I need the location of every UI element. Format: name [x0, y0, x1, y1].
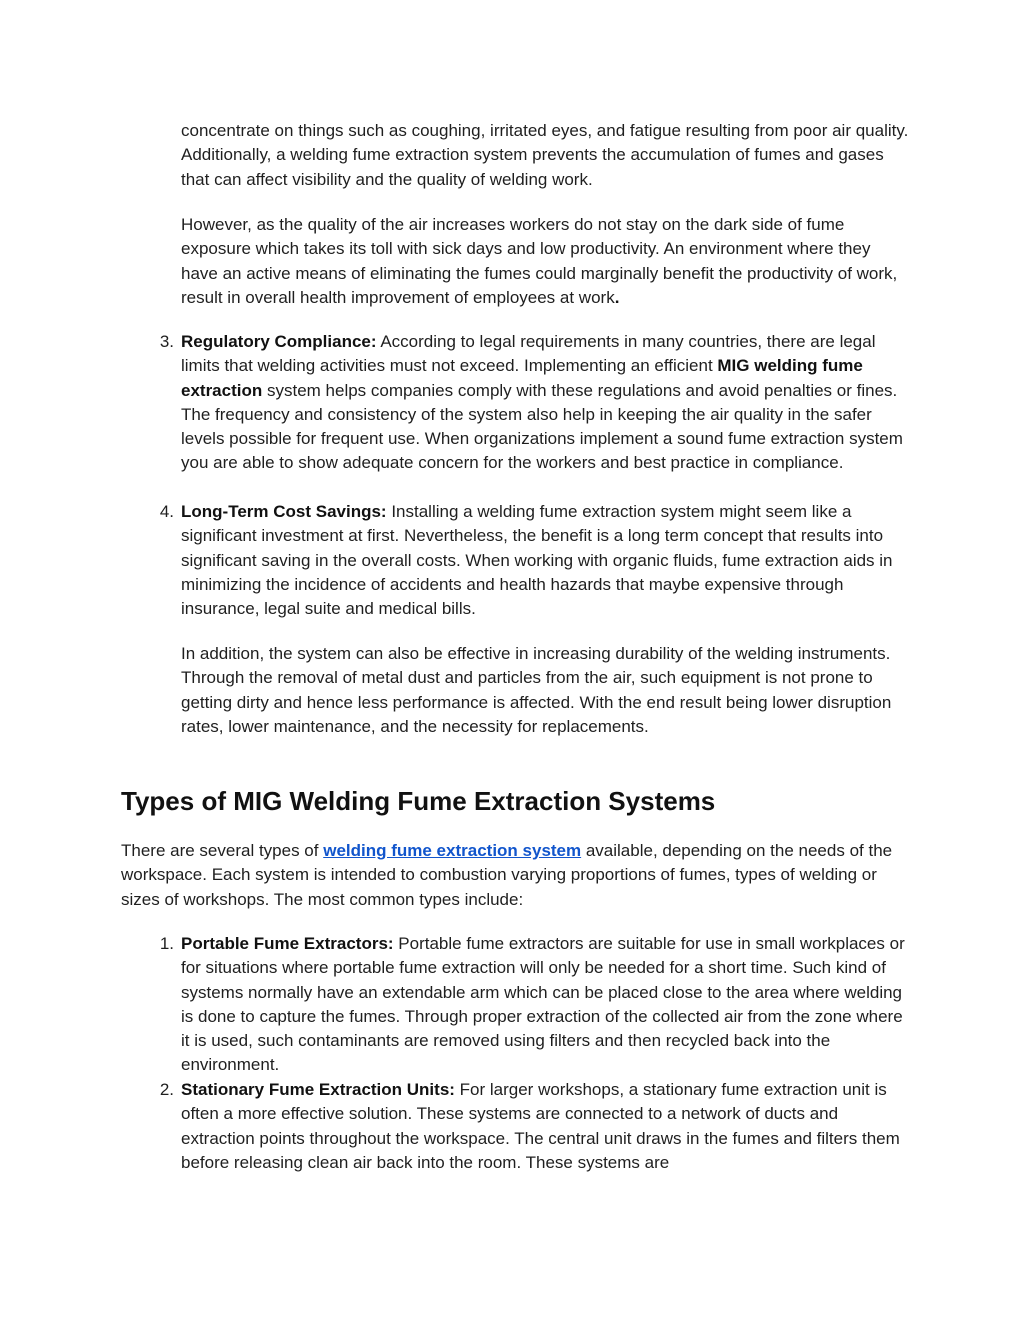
- list-item-portable-extractors: [159, 932, 909, 1078]
- paragraph-durability: [181, 642, 909, 739]
- list-item-cost-savings: [159, 500, 909, 621]
- list-number: 3.: [159, 332, 174, 351]
- list-number: 4.: [159, 502, 174, 521]
- paragraph-text: available, depending on the needs of the workspace. Each system is intended to combustion varying proportions of fumes, types of welding or sizes of workshops. The most common types include:: [121, 841, 893, 909]
- list-item-title: Stationary Fume Extraction Units:: [181, 1080, 455, 1099]
- list-item-text: According to legal requirements in many countries, there are legal limits that welding activities must not exceed. Implementing an efficient: [181, 332, 876, 376]
- list-number: 2.: [159, 1080, 174, 1099]
- paragraph-intro: [121, 839, 909, 912]
- paragraph-productivity: [181, 213, 909, 310]
- list-item-text: For larger workshops, a stationary fume extraction unit is often a more effective solution. These systems are connected to a network of ducts and extraction points throughout the workspace. The central unit draws in the fumes and filters them before releasing clean air back into the room. These systems are: [181, 1080, 900, 1172]
- list-item-stationary-units: [159, 1078, 909, 1175]
- list-item-bold-phrase: MIG welding fume extraction: [181, 356, 863, 400]
- paragraph-text: concentrate on things such as coughing, irritated eyes, and fatigue resulting from poor air quality. Additionally, a welding fume extraction system prevents the accumulation of fumes and gases that can affect visibility and the quality of welding work.: [181, 121, 909, 189]
- paragraph-end-period: .: [614, 287, 620, 307]
- list-item-title: Regulatory Compliance:: [181, 332, 377, 351]
- paragraph-text: However, as the quality of the air increases workers do not stay on the dark side of fume exposure which takes its toll with sick days and low productivity. An environment where they have an active means of eliminating the fumes could marginally benefit the productivity of work, result in overall health improvement of employees at work: [181, 215, 898, 307]
- section-heading: Types of MIG Welding Fume Extraction Systems: [121, 786, 716, 816]
- list-item-text: Portable fume extractors are suitable for use in small workplaces or for situations where portable fume extraction will only be needed for a short time. Such kind of systems normally have an extendable arm which can be placed close to the area where welding is done to capture the fumes. Through proper extraction of the collected air from the zone where it is used, such contaminants are removed using filters and then recycled back into the environment.: [181, 934, 905, 1075]
- list-item-regulatory-compliance: [159, 330, 909, 476]
- paragraph-text: In addition, the system can also be effective in increasing durability of the welding instruments. Through the removal of metal dust and particles from the air, such equipment is not prone to getting dirty and hence less performance is affected. With the end result being lower disruption rates, lower maintenance, and the necessity for replacements.: [181, 644, 892, 736]
- list-number: 1.: [159, 934, 174, 953]
- paragraph-text: There are several types of: [121, 841, 324, 860]
- list-item-text: Installing a welding fume extraction system might seem like a significant investment at first. Nevertheless, the benefit is a long term concept that results into significant saving in the overall costs. When working with organic fluids, fume extraction aids in minimizing the incidence of accidents and health hazards that maybe expensive through insurance, legal suite and medical bills.: [181, 502, 893, 619]
- link-welding-fume-extraction-system[interactable]: welding fume extraction system: [323, 841, 582, 860]
- paragraph-air-quality: [181, 119, 909, 192]
- list-item-title: Long-Term Cost Savings:: [181, 502, 387, 521]
- list-item-title: Portable Fume Extractors:: [181, 934, 394, 953]
- list-item-text: system helps companies comply with these regulations and avoid penalties or fines. The frequency and consistency of the system also help in keeping the air quality in the safer levels possible for frequent use. When organizations implement a sound fume extraction system you are able to show adequate concern for the workers and best practice in compliance.: [181, 380, 903, 473]
